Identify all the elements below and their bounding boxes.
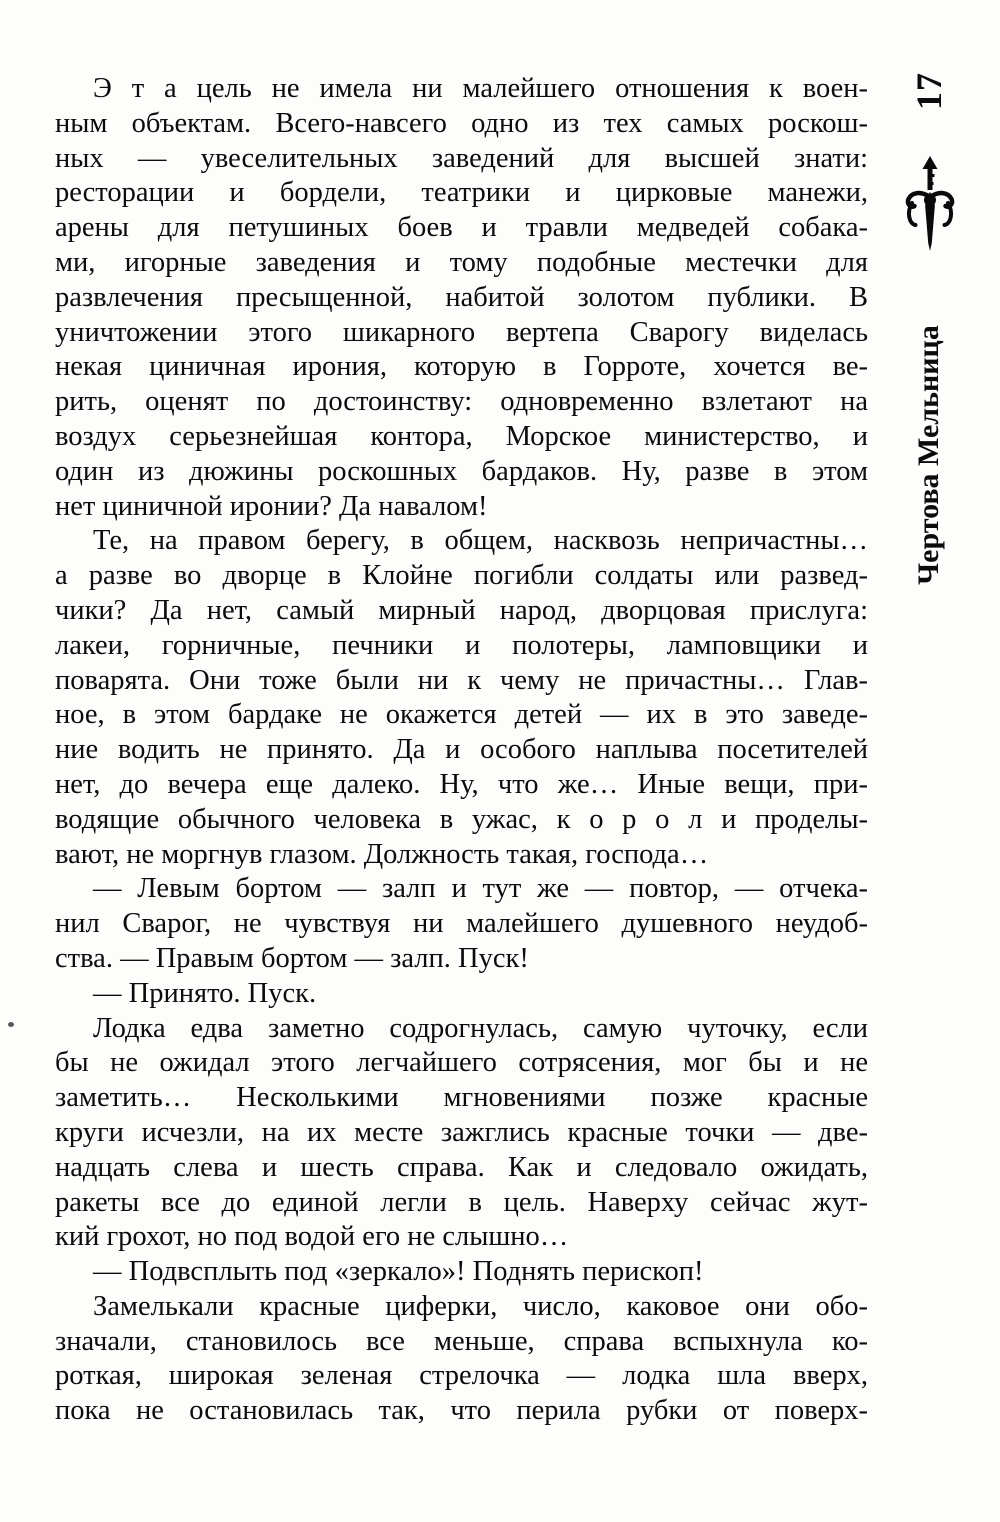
text-line: — Подвсплыть под «зеркало»! Поднять перископ! — [93, 1256, 704, 1288]
text-line: Те, на правом берегу, в общем, насквозь непричастны… — [93, 525, 868, 557]
text-line: ние водить не принято. Да и особого наплыва посетителей — [55, 734, 868, 766]
text-line: ресторации и бордели, театрики и цирковые манежи, — [55, 177, 868, 209]
text-line: уничтожении этого шикарного вертепа Сварогу виделась — [55, 316, 868, 348]
text-line: некая циничная ирония, которую в Горроте, хочется ве- — [55, 351, 868, 383]
text-line: вают, не моргнув глазом. Должность такая, господа… — [55, 838, 709, 870]
page-number: 17 — [909, 72, 949, 110]
text-line: круги исчезли, на их месте зажглись красные точки — две- — [55, 1116, 868, 1148]
text-line: воздух серьезнейшая контора, Морское министерство, и — [55, 420, 868, 452]
text-line: нил Сварог, не чувствуя ни малейшего душевного неудоб- — [55, 908, 868, 940]
text-line: ракеты все до единой легли в цель. Наверху сейчас жут- — [55, 1186, 868, 1218]
text-line: арены для петушиных боев и травли медведей собака- — [55, 212, 868, 244]
text-line: заметить… Несколькими мгновениями позже красные — [55, 1082, 868, 1114]
text-line: кий грохот, но под водой его не слышно… — [55, 1221, 569, 1253]
text-line: а разве во дворце в Клойне погибли солдаты или развед- — [55, 560, 868, 592]
text-line: поварята. Они тоже были ни к чему не причастны… Глав- — [55, 664, 868, 696]
scan-artifact-dot — [8, 1022, 14, 1027]
text-line: ных — увеселительных заведений для высшей знати: — [55, 142, 868, 174]
text-line: Лодка едва заметно содрогнулась, самую чуточку, если — [93, 1012, 868, 1044]
running-title: Чертова Мельница — [912, 325, 945, 585]
dagger-icon — [904, 156, 956, 252]
text-line: Замелькали красные циферки, число, каковое они обо- — [93, 1290, 868, 1322]
text-line: надцать слева и шесть справа. Как и следовало ожидать, — [55, 1151, 868, 1183]
text-line: нет циничной иронии? Да навалом! — [55, 490, 488, 522]
text-line: Э т а цель не имела ни малейшего отношения к воен- — [93, 73, 868, 104]
text-line: один из дюжины роскошных бардаков. Ну, разве в этом — [55, 455, 868, 487]
text-line: чики? Да нет, самый мирный народ, дворцовая прислуга: — [55, 594, 868, 626]
text-line: нет, до вечера еще далеко. Ну, что же… Иные вещи, при- — [55, 768, 868, 800]
text-line: ным объектам. Всего-навсего одно из тех самых роскош- — [55, 107, 868, 139]
body-text — [55, 72, 868, 1429]
text-line: рить, оценят по достоинству: одновременно взлетают на — [55, 386, 868, 418]
text-line: роткая, широкая зеленая стрелочка — лодка шла вверх, — [55, 1360, 868, 1392]
text-line: — Принято. Пуск. — [93, 977, 317, 1009]
text-line: водящие обычного человека в ужас, к о р о л и проделы- — [55, 803, 868, 835]
text-line: ное, в этом бардаке не окажется детей — их в это заведе- — [55, 699, 868, 731]
text-line: значали, становилось все меньше, справа вспыхнула ко- — [55, 1325, 868, 1357]
text-line: — Левым бортом — залп и тут же — повтор, — отчека- — [93, 873, 868, 905]
text-line: ми, игорные заведения и тому подобные местечки для — [55, 246, 868, 278]
text-line: развлечения пресыщенной, набитой золотом публики. В — [55, 281, 868, 313]
text-line: ства. — Правым бортом — залп. Пуск! — [55, 942, 529, 974]
text-line: лакеи, горничные, печники и полотеры, ламповщики и — [55, 629, 868, 661]
text-line: пока не остановилась так, что перила рубки от поверх- — [55, 1395, 868, 1427]
text-line: бы не ожидал этого легчайшего сотрясения, мог бы и не — [55, 1047, 868, 1079]
